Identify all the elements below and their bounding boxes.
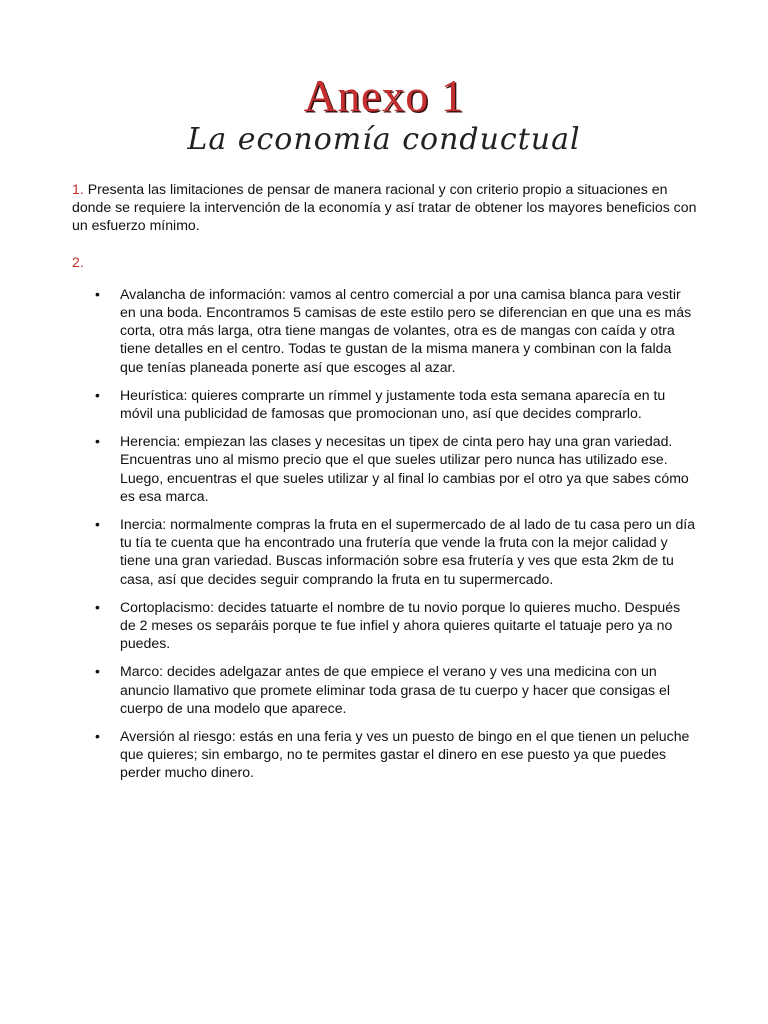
question-2 (72, 253, 698, 271)
list-item (72, 662, 698, 717)
bullet-icon: • (95, 285, 100, 302)
list-item-text: Herencia: empiezan las clases y necesitas un tipex de cinta pero hay una gran variedad. Encuentras uno al mismo precio que el que sueles utilizar pero nunca has utilizado ese. Luego, encuentras el que sueles utilizar y al final lo cambias por el otro ya que sabes cómo es esa marca. (120, 433, 689, 504)
list-item-text: Cortoplacismo: decides tatuarte el nombre de tu novio porque lo quieres mucho. Después de 2 meses os separáis porque te fue infiel y ahora quieres quitarte el tatuaje pero ya no puedes. (120, 598, 681, 652)
list-item (72, 727, 698, 782)
list-item-text: Marco: decides adelgazar antes de que empiece el verano y ves una medicina con un anuncio llamativo que promete eliminar toda grasa de tu cuerpo y hacer que consigas el cuerpo de una modelo que aparece. (120, 663, 670, 716)
list-item-text: Inercia: normalmente compras la fruta en el supermercado de al lado de tu casa pero un día tu tía te cuenta que ha encontrado una frutería que vende la fruta con la mejor calidad y tiene una gran variedad. Buscas información sobre esa frutería y ves que esta 2km de tu casa, así que decides seguir comprando la fruta en tu supermercado. (120, 516, 696, 587)
question-1 (72, 180, 698, 235)
list-item (72, 515, 698, 588)
question-1-text: Presenta las limitaciones de pensar de manera racional y con criterio propio a situaciones en donde se requiere la intervención de la economía y así tratar de obtener los mayores beneficios con un esfuerzo mínimo. (72, 181, 697, 234)
bullet-icon: • (95, 386, 100, 403)
examples-list (72, 285, 698, 782)
bullet-icon: • (95, 433, 100, 450)
list-item (72, 285, 698, 376)
bullet-icon: • (95, 728, 100, 745)
question-1-number: 1. (72, 181, 84, 197)
document-body (72, 180, 698, 792)
bullet-icon: • (95, 516, 100, 533)
list-item-text: Heurística: quieres comprarte un rímmel y justamente toda esta semana aparecía en tu móvil una publicidad de famosas que promocionan uno, así que decides comprarlo. (120, 386, 666, 422)
page-subtitle: La economía conductual (187, 122, 581, 157)
list-item-text: Aversión al riesgo: estás en una feria y ves un puesto de bingo en el que tienen un peluche que quieres; sin embargo, no te permites gastar el dinero en ese puesto ya que puedes perder mucho dinero. (120, 728, 690, 781)
list-item (72, 598, 698, 653)
list-item (72, 432, 698, 505)
bullet-icon: • (95, 598, 100, 615)
page-title: Anexo 1 (303, 70, 465, 121)
list-item (72, 386, 698, 422)
bullet-icon: • (95, 663, 100, 680)
question-2-number: 2. (72, 253, 84, 270)
list-item-text: Avalancha de información: vamos al centro comercial a por una camisa blanca para vestir en una boda. Encontramos 5 camisas de este estilo pero se diferencian en que una es más corta, otra más larga, otra tiene mangas de volantes, otra es de mangas con caída y otra tiene detalles en el centro. Todas te gustan de la misma manera y combinan con la falda que tenías planeada ponerte así que escoges al azar. (120, 285, 692, 375)
